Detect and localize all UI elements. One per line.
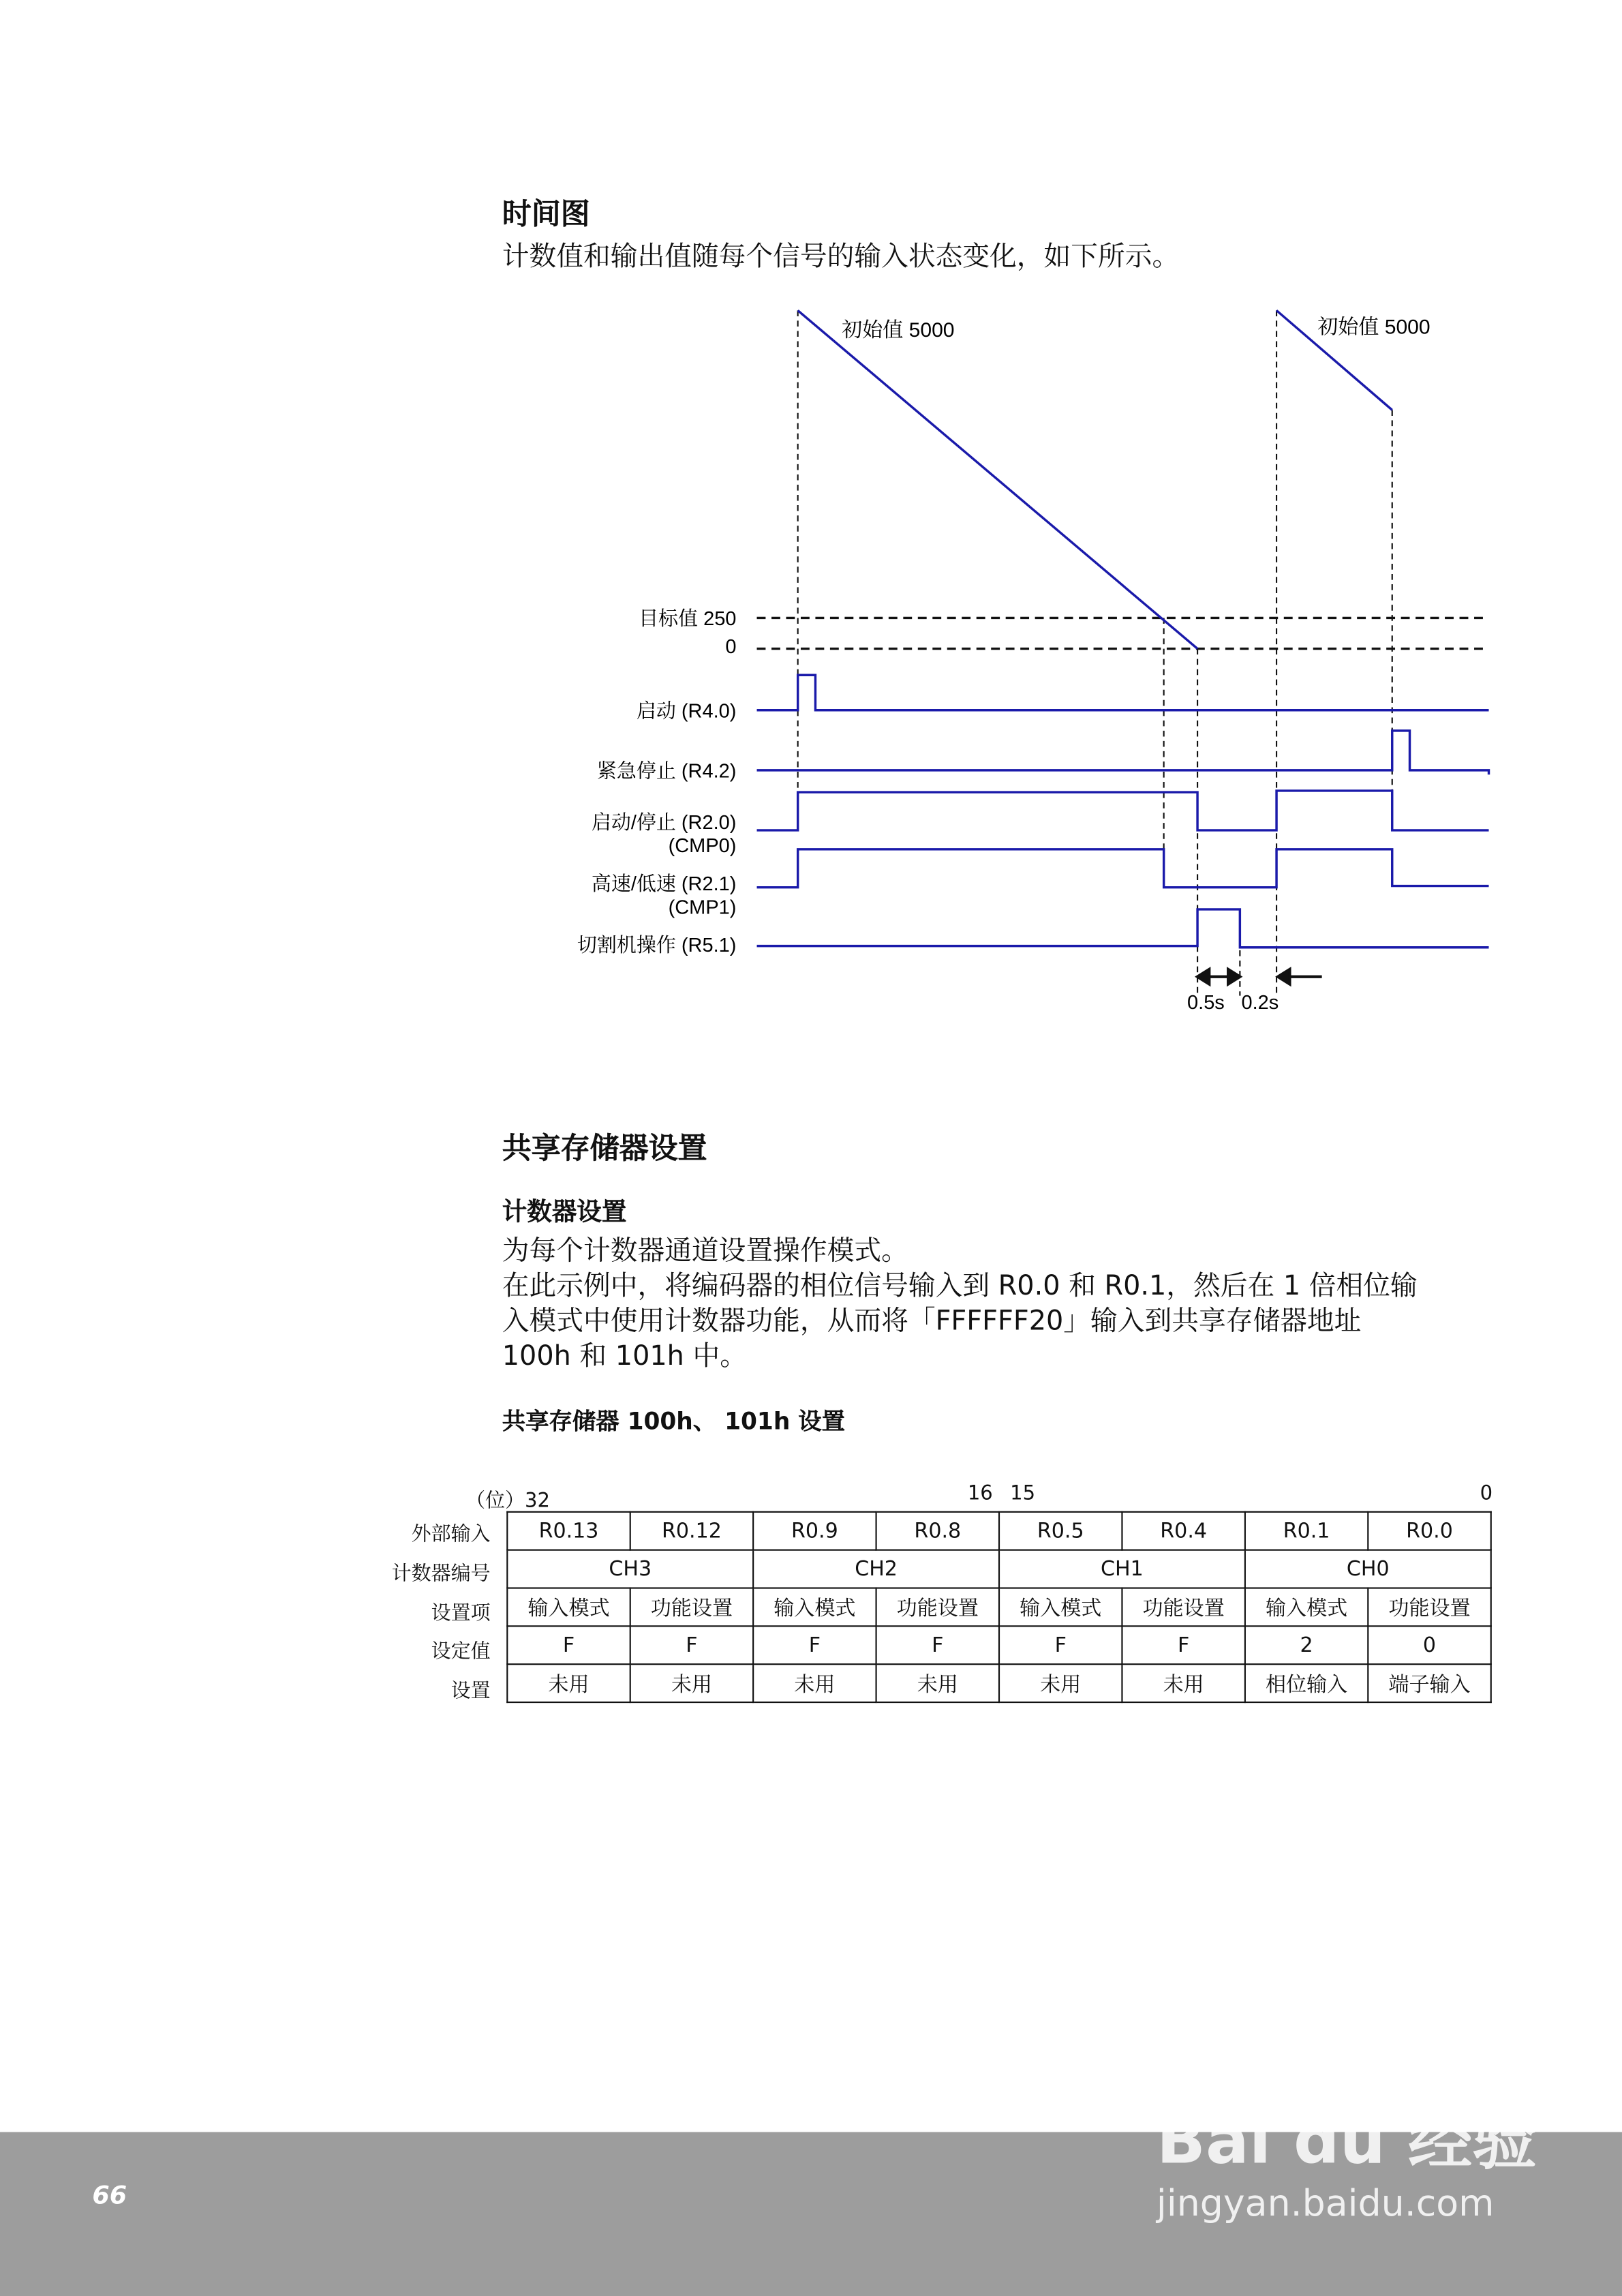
cell: 未用 <box>630 1664 753 1702</box>
signal-label: 启动 (R4.0) <box>636 700 737 723</box>
cell: CH1 <box>999 1550 1245 1588</box>
table-row-values <box>507 1626 1490 1664</box>
time-label-0-2s: 0.2s <box>1241 991 1279 1014</box>
page-footer <box>0 2104 1622 2296</box>
cell: 输入模式 <box>753 1588 876 1627</box>
paragraph-line: 为每个计数器通道设置操作模式。 <box>502 1235 908 1267</box>
row-label: 计数器编号 <box>391 1562 491 1586</box>
row-label: 设置 <box>450 1679 491 1704</box>
signal-sub-label: (CMP1) <box>668 896 737 919</box>
cell: F <box>876 1626 999 1664</box>
cell: 功能设置 <box>1122 1588 1244 1627</box>
bit-15: 15 <box>1010 1481 1036 1506</box>
paragraph-line: 在此示例中，将编码器的相位信号输入到 R0.0 和 R0.1，然后在 1 倍相位输 <box>502 1271 1418 1302</box>
shared-memory-table <box>506 1511 1492 1703</box>
cell: 输入模式 <box>507 1588 630 1627</box>
cell: 2 <box>1245 1626 1368 1664</box>
bit-32: 32 <box>525 1489 550 1513</box>
time-label-0-5s: 0.5s <box>1187 991 1225 1014</box>
arrow-left-icon <box>1197 969 1209 984</box>
initial-label-1: 初始值 5000 <box>842 319 955 342</box>
cell: R0.13 <box>507 1512 630 1550</box>
cell: 未用 <box>999 1664 1122 1702</box>
cell: F <box>999 1626 1122 1664</box>
timing-diagram <box>0 0 1622 1113</box>
signal-label: 紧急停止 (R4.2) <box>596 760 737 783</box>
cell: R0.1 <box>1245 1512 1368 1550</box>
table-row-items <box>507 1588 1490 1627</box>
cell: CH2 <box>753 1550 999 1588</box>
cell: 未用 <box>753 1664 876 1702</box>
guide-lines <box>798 310 1392 995</box>
cell: 0 <box>1368 1626 1490 1664</box>
cell: 功能设置 <box>1368 1588 1490 1627</box>
cell: F <box>507 1626 630 1664</box>
cell: 未用 <box>1122 1664 1244 1702</box>
row-label: 设置项 <box>431 1601 491 1626</box>
cell: 功能设置 <box>876 1588 999 1627</box>
cell: R0.8 <box>876 1512 999 1550</box>
signal-r42 <box>757 731 1489 774</box>
row-label: 外部输入 <box>411 1522 491 1547</box>
paragraph-line: 100h 和 101h 中。 <box>502 1341 747 1372</box>
baidu-watermark-logo: Bai du 经验 <box>1156 2104 1537 2179</box>
cell: 相位输入 <box>1245 1664 1368 1702</box>
bit-0: 0 <box>1480 1481 1493 1506</box>
shared-memory-title: 共享存储器设置 <box>502 1130 707 1166</box>
baidu-watermark-url: jingyan.baidu.com <box>1156 2181 1495 2224</box>
cell: CH3 <box>507 1550 753 1588</box>
signal-sub-label: (CMP0) <box>668 835 737 858</box>
table-row-channels <box>507 1550 1490 1588</box>
cell: R0.4 <box>1122 1512 1244 1550</box>
cell: 未用 <box>507 1664 630 1702</box>
table-row-settings <box>507 1664 1490 1702</box>
table-title: 共享存储器 100h、 101h 设置 <box>502 1407 846 1436</box>
zero-label: 0 <box>725 636 737 659</box>
cell: 输入模式 <box>999 1588 1122 1627</box>
cell: R0.0 <box>1368 1512 1490 1550</box>
cell: R0.5 <box>999 1512 1122 1550</box>
cell: R0.12 <box>630 1512 753 1550</box>
cell: F <box>1122 1626 1244 1664</box>
arrow-left-icon <box>1278 969 1289 984</box>
signal-label: 高速/低速 (R2.1) <box>591 873 737 895</box>
cell: F <box>753 1626 876 1664</box>
cell: F <box>630 1626 753 1664</box>
signal-r40 <box>757 675 1489 710</box>
counter-settings-title: 计数器设置 <box>502 1198 627 1228</box>
signal-label: 切割机操作 (R5.1) <box>577 935 737 957</box>
cell: 输入模式 <box>1245 1588 1368 1627</box>
cell: 端子输入 <box>1368 1664 1490 1702</box>
page-number: 66 <box>92 2181 127 2211</box>
count-ramp-1 <box>798 310 1197 648</box>
bit-16: 16 <box>967 1481 993 1506</box>
signal-r20 <box>757 791 1489 830</box>
signal-r51 <box>757 909 1489 948</box>
bit-unit <box>465 1483 550 1513</box>
target-label: 目标值 250 <box>639 608 737 631</box>
bit-unit-label: （位） <box>465 1489 525 1513</box>
initial-label-2: 初始值 5000 <box>1317 316 1430 339</box>
paragraph-line: 入模式中使用计数器功能，从而将「FFFFFF20」输入到共享存储器地址 <box>502 1306 1362 1338</box>
cell: R0.9 <box>753 1512 876 1550</box>
signal-label: 启动/停止 (R2.0) <box>591 811 737 834</box>
cell: 功能设置 <box>630 1588 753 1627</box>
arrow-right-icon <box>1228 969 1240 984</box>
cell: CH0 <box>1245 1550 1491 1588</box>
cell: 未用 <box>876 1664 999 1702</box>
timing-title: 时间图 <box>502 196 590 232</box>
row-label: 设定值 <box>431 1640 491 1664</box>
table-row-inputs <box>507 1512 1490 1550</box>
signal-r21 <box>757 849 1489 888</box>
timing-description: 计数值和输出值随每个信号的输入状态变化，如下所示。 <box>502 241 1180 273</box>
